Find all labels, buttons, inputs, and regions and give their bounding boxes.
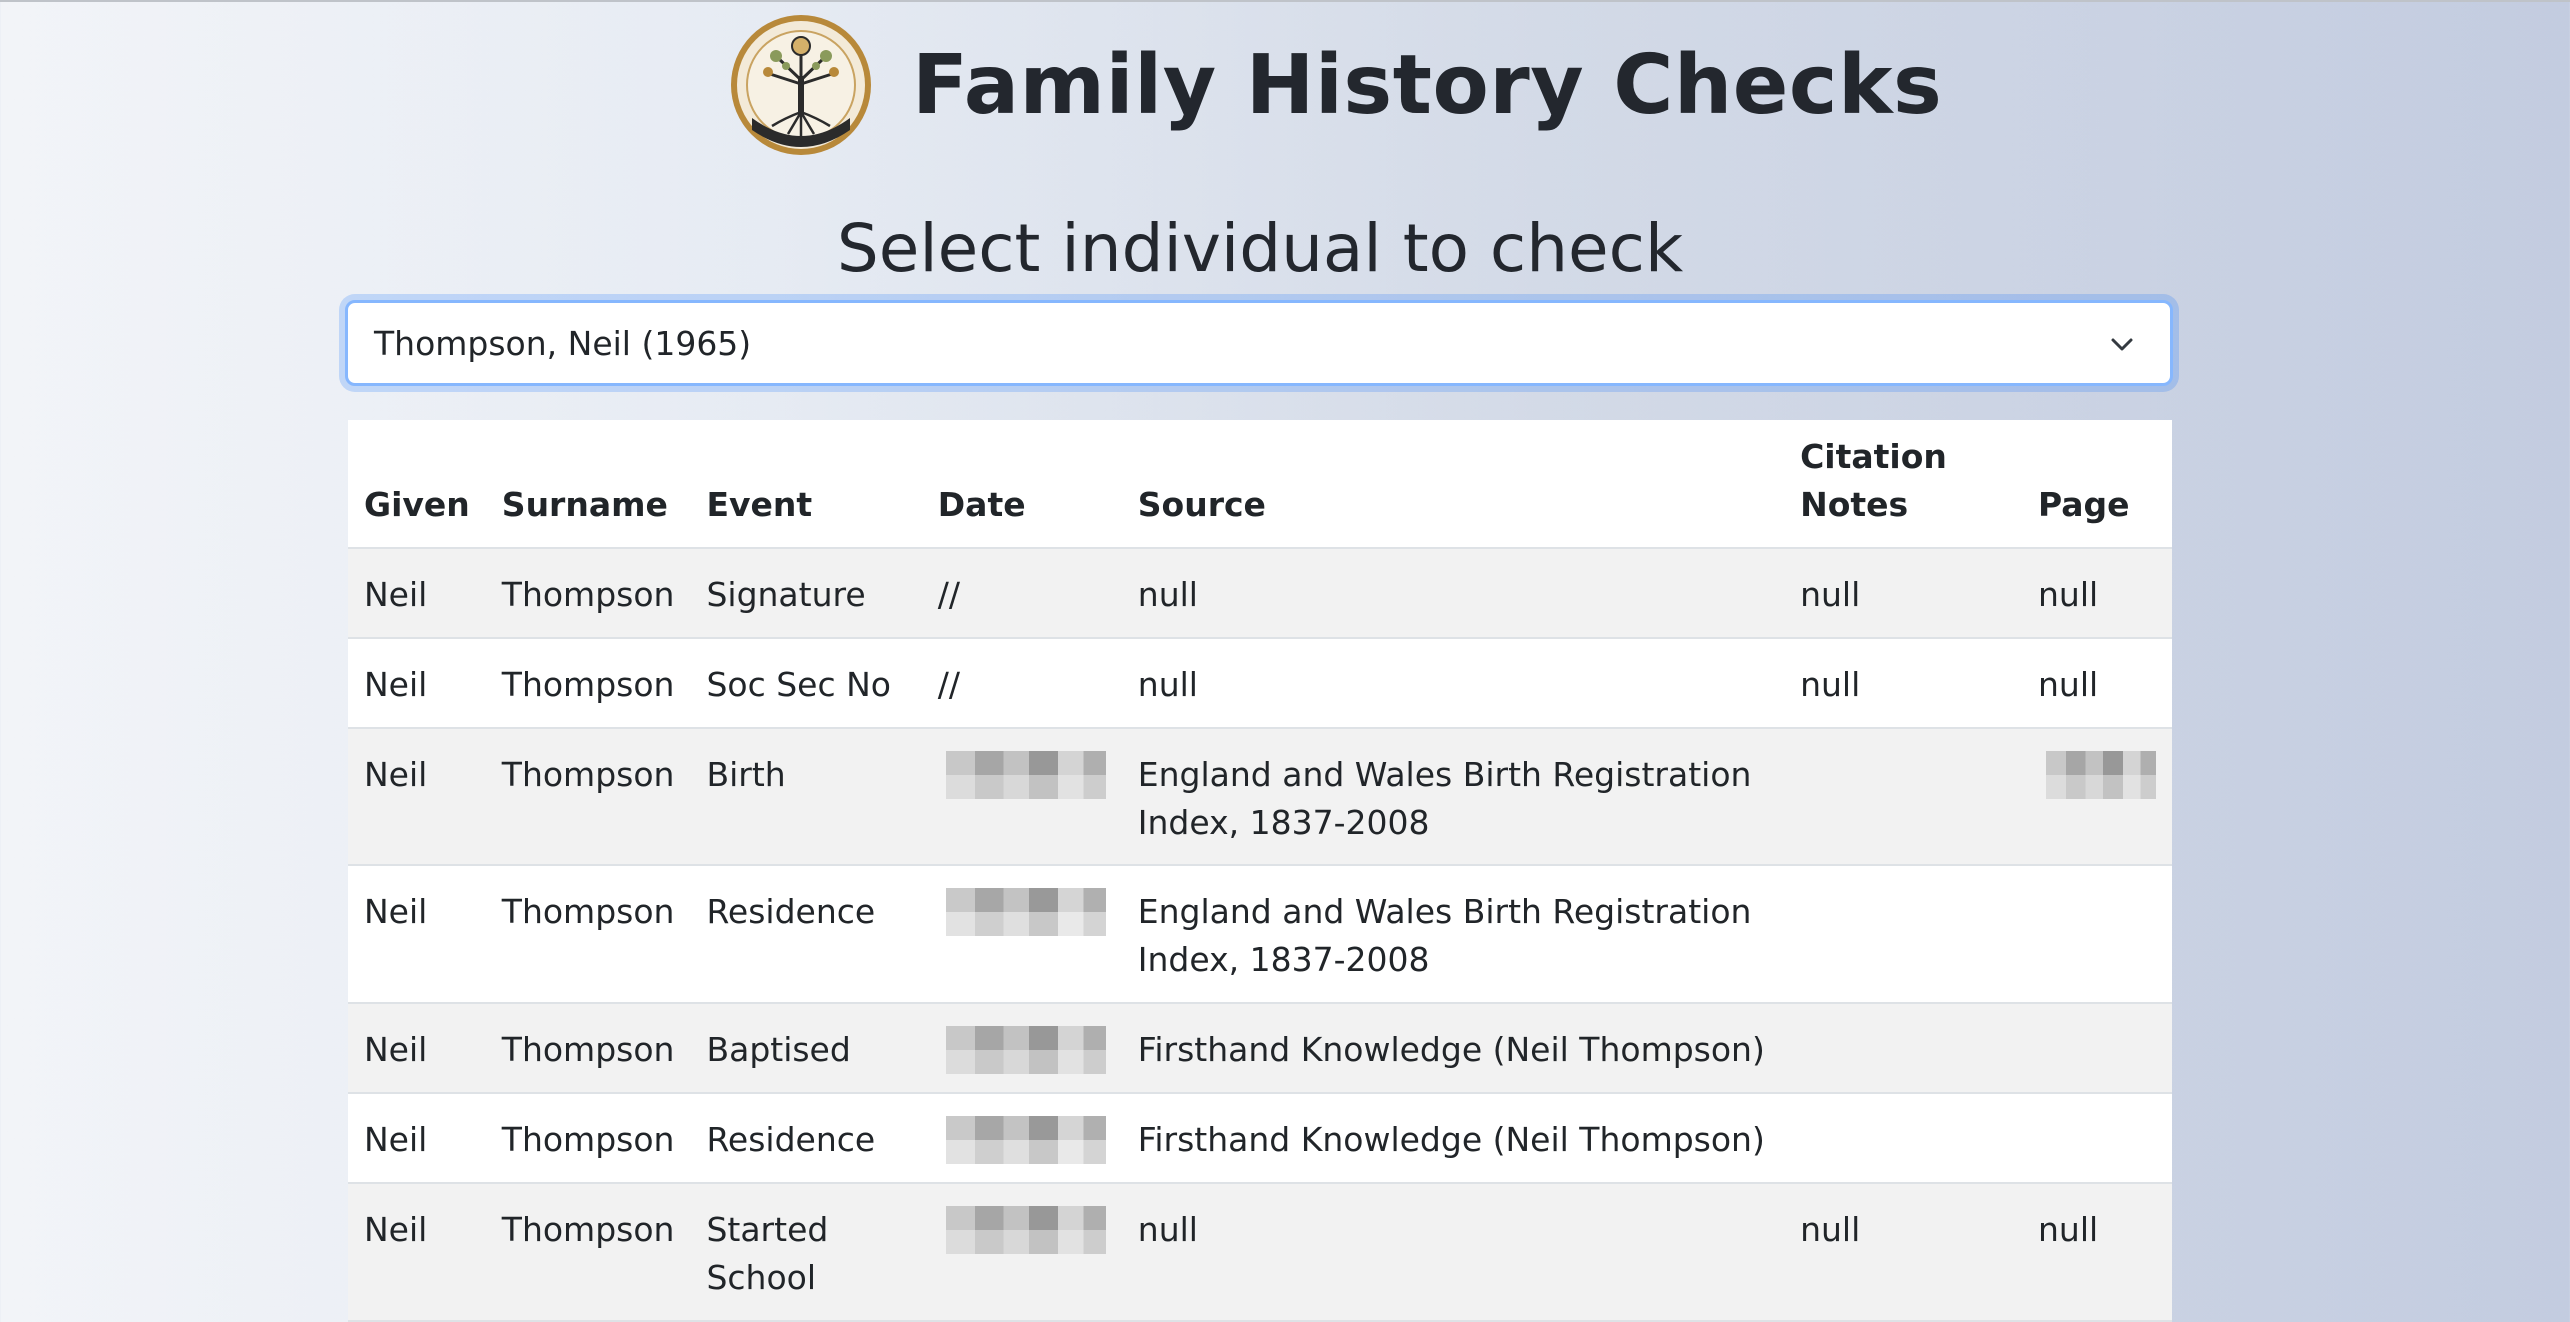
- cell-date: //: [922, 548, 1122, 638]
- redacted-date: [946, 888, 1106, 936]
- table-row: [348, 1093, 2172, 1183]
- cell-source: Firsthand Knowledge (Neil Thompson): [1122, 1003, 1784, 1093]
- cell-page: null: [2022, 1183, 2172, 1321]
- cell-citation-notes: [1784, 865, 2022, 1003]
- cell-event: Started School: [690, 1183, 921, 1321]
- cell-event: Signature: [690, 548, 921, 638]
- table-row: [348, 638, 2172, 728]
- column-header-given: Given: [348, 420, 486, 548]
- redacted-date: [946, 1206, 1106, 1254]
- cell-citation-notes: null: [1784, 548, 2022, 638]
- cell-source: null: [1122, 1183, 1784, 1321]
- redacted-date: [946, 751, 1106, 799]
- top-border: [0, 0, 2570, 2]
- cell-given: Neil: [348, 548, 486, 638]
- cell-page: [2022, 728, 2172, 866]
- cell-date: [922, 865, 1122, 1003]
- cell-source: null: [1122, 548, 1784, 638]
- column-header-date: Date: [922, 420, 1122, 548]
- cell-page: [2022, 865, 2172, 1003]
- column-header-citation-notes: Citation Notes: [1784, 420, 2022, 548]
- cell-given: Neil: [348, 1093, 486, 1183]
- cell-page: [2022, 1003, 2172, 1093]
- cell-surname: Thompson: [486, 865, 691, 1003]
- table-header-row: [348, 420, 2172, 548]
- table-row: [348, 1003, 2172, 1093]
- cell-given: Neil: [348, 1003, 486, 1093]
- column-header-source: Source: [1122, 420, 1784, 548]
- page-subtitle: Select individual to check: [836, 210, 1684, 287]
- cell-given: Neil: [348, 638, 486, 728]
- cell-page: null: [2022, 638, 2172, 728]
- cell-citation-notes: null: [1784, 638, 2022, 728]
- header: [730, 14, 1942, 156]
- cell-citation-notes: [1784, 728, 2022, 866]
- cell-date: [922, 1093, 1122, 1183]
- cell-event: Residence: [690, 1093, 921, 1183]
- logo-tree-icon: [730, 14, 872, 156]
- redacted-date: [946, 1116, 1106, 1164]
- individual-select-value: Thompson, Neil (1965): [374, 323, 752, 363]
- table-row: [348, 865, 2172, 1003]
- chevron-down-icon: [2108, 331, 2136, 359]
- app-title: Family History Checks: [912, 37, 1943, 133]
- cell-event: Residence: [690, 865, 921, 1003]
- individual-select[interactable]: [345, 300, 2173, 386]
- cell-citation-notes: [1784, 1093, 2022, 1183]
- events-table: [348, 420, 2172, 1297]
- cell-given: Neil: [348, 1183, 486, 1321]
- column-header-page: Page: [2022, 420, 2172, 548]
- table-row: [348, 728, 2172, 866]
- cell-citation-notes: [1784, 1003, 2022, 1093]
- genealogy-group-logo: [730, 14, 872, 156]
- cell-source: England and Wales Birth Registration Index, 1837-2008: [1122, 728, 1784, 866]
- cell-source: England and Wales Birth Registration Index, 1837-2008: [1122, 865, 1784, 1003]
- cell-surname: Thompson: [486, 728, 691, 866]
- cell-surname: Thompson: [486, 548, 691, 638]
- redacted-page: [2046, 751, 2156, 799]
- cell-date: [922, 728, 1122, 866]
- table-row: [348, 1183, 2172, 1321]
- cell-surname: Thompson: [486, 1183, 691, 1321]
- cell-date: [922, 1003, 1122, 1093]
- cell-event: Soc Sec No: [690, 638, 921, 728]
- cell-page: [2022, 1093, 2172, 1183]
- table-row: [348, 548, 2172, 638]
- cell-surname: Thompson: [486, 1093, 691, 1183]
- cell-date: //: [922, 638, 1122, 728]
- cell-event: Baptised: [690, 1003, 921, 1093]
- cell-event: Birth: [690, 728, 921, 866]
- redacted-date: [946, 1026, 1106, 1074]
- cell-surname: Thompson: [486, 1003, 691, 1093]
- cell-given: Neil: [348, 865, 486, 1003]
- column-header-event: Event: [690, 420, 921, 548]
- cell-given: Neil: [348, 728, 486, 866]
- column-header-surname: Surname: [486, 420, 691, 548]
- cell-citation-notes: null: [1784, 1183, 2022, 1321]
- cell-source: Firsthand Knowledge (Neil Thompson): [1122, 1093, 1784, 1183]
- cell-date: [922, 1183, 1122, 1321]
- cell-surname: Thompson: [486, 638, 691, 728]
- cell-source: null: [1122, 638, 1784, 728]
- cell-page: null: [2022, 548, 2172, 638]
